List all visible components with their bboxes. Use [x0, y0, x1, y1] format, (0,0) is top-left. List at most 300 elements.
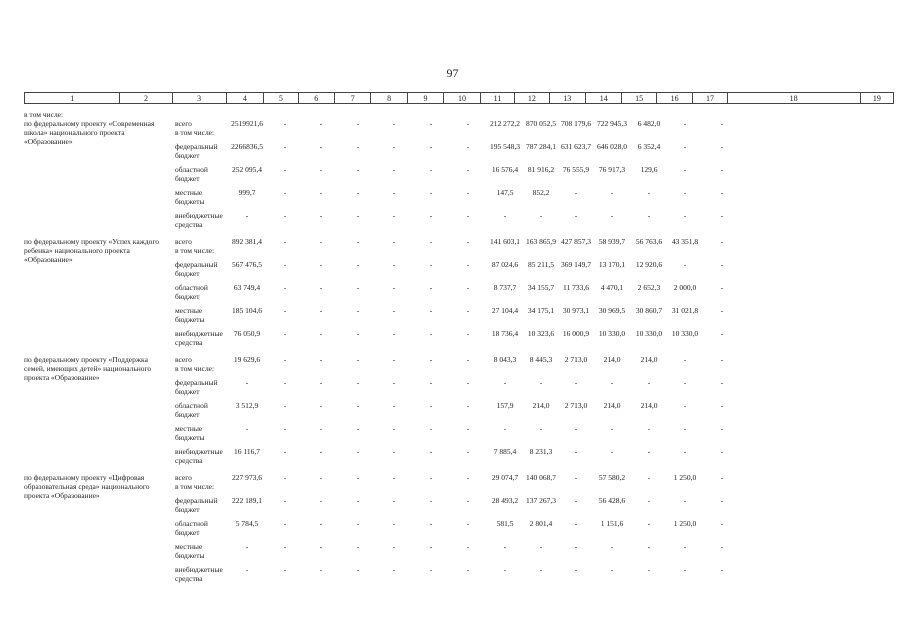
column-number: 7	[335, 93, 371, 103]
table-cell: -	[429, 119, 433, 128]
table-cell: -	[466, 378, 470, 387]
table-cell: 28 493,2	[491, 496, 519, 505]
table-cell: -	[319, 447, 323, 456]
table-cell: -	[466, 142, 470, 151]
table-cell: -	[683, 565, 687, 574]
table-cell: -	[466, 496, 470, 505]
table-cell: -	[283, 306, 287, 315]
funding-source-label	[175, 143, 231, 161]
funding-source-label	[175, 497, 231, 515]
table-cell: -	[539, 542, 543, 551]
table-cell: 1 250,0	[673, 473, 697, 482]
column-number: 5	[264, 93, 298, 103]
table-cell: 722 945,3	[597, 119, 627, 128]
table-cell: -	[283, 355, 287, 364]
table-cell: 8 043,3	[493, 355, 517, 364]
table-cell: -	[429, 519, 433, 528]
table-cell: 2519921,6	[231, 119, 263, 128]
funding-source-name: областной бюджет	[175, 519, 208, 537]
funding-source-label	[175, 307, 231, 325]
table-cell: 29 074,7	[491, 473, 519, 482]
table-cell: -	[610, 565, 614, 574]
funding-source-name: всего	[175, 355, 192, 364]
table-cell: -	[720, 283, 724, 292]
table-cell: -	[720, 188, 724, 197]
table-cell: 13 170,1	[598, 260, 626, 269]
table-cell: 140 068,7	[526, 473, 556, 482]
funding-source-label	[175, 330, 231, 348]
funding-source-label	[175, 425, 231, 443]
table-cell: 631 623,7	[561, 142, 591, 151]
table-cell: 10 330,0	[598, 329, 626, 338]
table-cell: -	[319, 542, 323, 551]
table-cell: -	[683, 188, 687, 197]
table-cell: -	[356, 401, 360, 410]
table-cell: 185 104,6	[232, 306, 262, 315]
table-cell: -	[720, 211, 724, 220]
table-cell: 852,2	[532, 188, 550, 197]
table-cell: -	[683, 447, 687, 456]
table-cell: 16 576,4	[491, 165, 519, 174]
table-cell: -	[319, 237, 323, 246]
table-cell: -	[429, 401, 433, 410]
funding-source-name: местные бюджеты	[175, 188, 205, 206]
table-cell: 11 733,6	[563, 283, 589, 292]
table-cell: 195 548,3	[490, 142, 520, 151]
table-cell: -	[356, 211, 360, 220]
table-cell: 2 652,3	[637, 283, 661, 292]
project-section	[24, 238, 892, 356]
project-section	[24, 120, 892, 238]
table-cell: -	[356, 119, 360, 128]
funding-source-label	[175, 379, 231, 397]
table-cell: 214,0	[640, 401, 658, 410]
table-cell: -	[245, 565, 249, 574]
table-cell: -	[720, 260, 724, 269]
column-number: 2	[120, 93, 172, 103]
table-cell: 16 000,9	[562, 329, 590, 338]
table-cell: -	[683, 496, 687, 505]
funding-source-name: областной бюджет	[175, 165, 208, 183]
project-title: по федеральному проекту «Успех каждого ребенка» национального проекта «Образование»	[24, 237, 160, 264]
funding-source-label	[175, 402, 231, 420]
table-cell: -	[683, 401, 687, 410]
table-cell: 87 024,6	[491, 260, 519, 269]
table-cell: -	[610, 542, 614, 551]
table-cell: -	[683, 142, 687, 151]
table-cell: 76 917,3	[598, 165, 626, 174]
table-cell: -	[503, 542, 507, 551]
table-cell: -	[610, 447, 614, 456]
table-cell: -	[356, 260, 360, 269]
table-cell: -	[720, 401, 724, 410]
table-cell: -	[319, 119, 323, 128]
table-cell: -	[319, 565, 323, 574]
table-cell: -	[356, 355, 360, 364]
table-cell: -	[466, 542, 470, 551]
table-cell: 163 865,9	[526, 237, 556, 246]
table-cell: -	[319, 401, 323, 410]
table-cell: -	[720, 378, 724, 387]
table-cell: -	[392, 260, 396, 269]
table-cell: -	[720, 119, 724, 128]
funding-source-name: федеральный бюджет	[175, 378, 218, 396]
table-cell: -	[466, 355, 470, 364]
table-cell: -	[356, 542, 360, 551]
including-label: в том числе:	[175, 363, 215, 373]
table-cell: 6 482,0	[637, 119, 661, 128]
table-cell: -	[245, 424, 249, 433]
table-cell: -	[720, 447, 724, 456]
table-cell: 27 104,4	[491, 306, 519, 315]
table-cell: -	[429, 165, 433, 174]
table-cell: -	[574, 565, 578, 574]
table-cell: 567 476,5	[232, 260, 262, 269]
table-cell: -	[356, 237, 360, 246]
table-cell: 2 801,4	[529, 519, 553, 528]
table-cell: -	[356, 378, 360, 387]
table-cell: 2 713,0	[564, 355, 588, 364]
table-cell: -	[392, 237, 396, 246]
table-cell: 4 470,1	[600, 283, 624, 292]
table-cell: -	[283, 447, 287, 456]
funding-source-name: федеральный бюджет	[175, 496, 218, 514]
table-cell: -	[319, 378, 323, 387]
table-cell: -	[429, 496, 433, 505]
table-cell: -	[319, 329, 323, 338]
table-cell: -	[720, 542, 724, 551]
table-cell: 10 323,6	[527, 329, 555, 338]
table-cell: 30 973,1	[562, 306, 590, 315]
table-cell: -	[683, 424, 687, 433]
table-cell: 157,9	[496, 401, 514, 410]
preface-text: в том числе:	[24, 110, 64, 119]
funding-source-label	[175, 212, 231, 230]
table-cell: -	[466, 306, 470, 315]
table-cell: 708 179,6	[561, 119, 591, 128]
table-cell: -	[283, 565, 287, 574]
table-cell: -	[683, 211, 687, 220]
table-cell: -	[392, 119, 396, 128]
table-cell: 76 050,9	[233, 329, 261, 338]
table-cell: -	[574, 188, 578, 197]
table-cell: -	[319, 260, 323, 269]
table-cell: 2 713,0	[564, 401, 588, 410]
table-cell: 63 749,4	[233, 283, 261, 292]
funding-source-name: внебюджетные средства	[175, 211, 223, 229]
table-cell: -	[392, 355, 396, 364]
table-cell: 6 352,4	[637, 142, 661, 151]
table-cell: -	[720, 142, 724, 151]
table-cell: -	[466, 119, 470, 128]
table-cell: -	[574, 211, 578, 220]
table-cell: 646 028,0	[597, 142, 627, 151]
table-cell: 214,0	[640, 355, 658, 364]
column-number: 12	[515, 93, 549, 103]
table-cell: -	[720, 424, 724, 433]
table-cell: -	[647, 542, 651, 551]
table-cell: -	[392, 283, 396, 292]
table-cell: 30 860,7	[635, 306, 663, 315]
funding-source-name: местные бюджеты	[175, 542, 205, 560]
table-cell: -	[683, 119, 687, 128]
table-cell: -	[319, 496, 323, 505]
table-cell: -	[392, 496, 396, 505]
funding-source-name: всего	[175, 473, 192, 482]
table-cell: 43 351,8	[671, 237, 699, 246]
table-cell: -	[392, 401, 396, 410]
table-cell: 56 763,6	[635, 237, 663, 246]
table-cell: -	[245, 211, 249, 220]
column-number: 19	[872, 93, 881, 103]
table-cell: 10 330,0	[671, 329, 699, 338]
table-cell: -	[319, 424, 323, 433]
funding-source-name: внебюджетные средства	[175, 447, 223, 465]
column-number: 10	[444, 93, 480, 103]
table-cell: -	[610, 424, 614, 433]
table-cell: -	[356, 283, 360, 292]
table-cell: -	[356, 424, 360, 433]
table-cell: -	[356, 565, 360, 574]
table-cell: 8 737,7	[493, 283, 517, 292]
table-cell: -	[466, 188, 470, 197]
table-cell: -	[466, 401, 470, 410]
table-cell: -	[392, 447, 396, 456]
table-cell: -	[539, 378, 543, 387]
table-cell: -	[429, 211, 433, 220]
table-cell: -	[392, 142, 396, 151]
funding-source-label	[175, 356, 231, 374]
project-title: по федеральному проекту «Цифровая образовательная среда» национального проекта «Образование»	[24, 473, 150, 500]
table-cell: -	[429, 237, 433, 246]
funding-source-name: внебюджетные средства	[175, 329, 223, 347]
table-cell: -	[466, 329, 470, 338]
table-cell: 81 916,2	[527, 165, 555, 174]
funding-source-label	[175, 238, 231, 256]
table-cell: 369 149,7	[561, 260, 591, 269]
column-number: 3	[173, 93, 227, 103]
table-cell: -	[720, 306, 724, 315]
table-cell: -	[647, 211, 651, 220]
funding-source-name: всего	[175, 237, 192, 246]
table-cell: -	[356, 473, 360, 482]
table-cell: 8 445,3	[529, 355, 553, 364]
table-cell: -	[429, 378, 433, 387]
project-title: по федеральному проекту «Современная школа» национального проекта «Образование»	[24, 119, 155, 146]
table-cell: -	[283, 119, 287, 128]
table-cell: 30 969,5	[598, 306, 626, 315]
table-cell: -	[392, 378, 396, 387]
table-cell: -	[429, 142, 433, 151]
column-number: 14	[586, 93, 622, 103]
table-cell: -	[283, 188, 287, 197]
table-cell: -	[720, 473, 724, 482]
table-cell: -	[392, 329, 396, 338]
table-cell: -	[720, 565, 724, 574]
table-cell: -	[283, 496, 287, 505]
funding-source-label	[175, 566, 231, 584]
table-cell: -	[319, 142, 323, 151]
table-cell: -	[392, 565, 396, 574]
funding-source-label	[175, 474, 231, 492]
table-cell: -	[466, 424, 470, 433]
table-cell: -	[466, 565, 470, 574]
column-number: 6	[299, 93, 335, 103]
funding-source-label	[175, 261, 231, 279]
column-number: 15	[622, 93, 656, 103]
table-cell: 999,7	[238, 188, 256, 197]
table-cell: -	[610, 211, 614, 220]
table-cell: 3 512,9	[235, 401, 259, 410]
table-cell: -	[683, 378, 687, 387]
table-cell: -	[466, 260, 470, 269]
funding-source-name: местные бюджеты	[175, 424, 205, 442]
table-cell: 214,0	[603, 355, 621, 364]
table-cell: -	[319, 211, 323, 220]
table-cell: -	[319, 473, 323, 482]
table-cell: 18 736,4	[491, 329, 519, 338]
table-cell: -	[610, 188, 614, 197]
table-cell: -	[356, 306, 360, 315]
table-cell: 212 272,2	[490, 119, 520, 128]
funding-source-label	[175, 448, 231, 466]
table-cell: -	[720, 237, 724, 246]
table-cell: 214,0	[603, 401, 621, 410]
table-cell: 16 116,7	[234, 447, 260, 456]
table-cell: 7 885,4	[493, 447, 517, 456]
including-label: в том числе:	[175, 245, 215, 255]
table-cell: 8 231,3	[529, 447, 553, 456]
table-cell: 427 857,3	[561, 237, 591, 246]
table-cell: 870 052,5	[526, 119, 556, 128]
table-cell: 141 603,1	[490, 237, 520, 246]
table-cell: -	[647, 519, 651, 528]
table-cell: 787 284,1	[526, 142, 556, 151]
table-cell: -	[319, 355, 323, 364]
table-cell: -	[283, 142, 287, 151]
table-cell: -	[429, 306, 433, 315]
column-number: 13	[550, 93, 586, 103]
table-cell: -	[356, 496, 360, 505]
table-cell: 227 973,6	[232, 473, 262, 482]
table-cell: -	[392, 211, 396, 220]
table-cell: 5 784,5	[235, 519, 259, 528]
table-cell: -	[429, 283, 433, 292]
table-cell: -	[392, 424, 396, 433]
table-cell: -	[647, 565, 651, 574]
table-cell: -	[283, 260, 287, 269]
table-cell: -	[283, 283, 287, 292]
column-number: 8	[371, 93, 407, 103]
table-cell: 10 330,0	[635, 329, 663, 338]
table-cell: 222 189,1	[232, 496, 262, 505]
table-cell: -	[503, 565, 507, 574]
table-cell: -	[429, 565, 433, 574]
table-cell: -	[283, 378, 287, 387]
funding-source-name: всего	[175, 119, 192, 128]
table-cell: -	[720, 496, 724, 505]
table-cell: -	[283, 165, 287, 174]
table-cell: -	[283, 401, 287, 410]
table-cell: -	[466, 283, 470, 292]
table-cell: -	[503, 424, 507, 433]
table-cell: -	[283, 519, 287, 528]
table-cell: -	[392, 306, 396, 315]
table-cell: -	[574, 378, 578, 387]
funding-source-name: федеральный бюджет	[175, 142, 218, 160]
table-cell: -	[683, 355, 687, 364]
project-section	[24, 356, 892, 474]
table-cell: -	[429, 329, 433, 338]
table-cell: 129,6	[640, 165, 658, 174]
project-section	[24, 474, 892, 592]
funding-source-label	[175, 520, 231, 538]
funding-source-name: областной бюджет	[175, 283, 208, 301]
table-cell: -	[539, 424, 543, 433]
table-cell: 252 095,4	[232, 165, 262, 174]
table-cell: -	[319, 519, 323, 528]
table-cell: -	[245, 542, 249, 551]
table-cell: -	[720, 165, 724, 174]
table-cell: 34 155,7	[527, 283, 555, 292]
funding-source-name: местные бюджеты	[175, 306, 205, 324]
table-cell: 56 428,6	[598, 496, 626, 505]
table-cell: 57 580,2	[598, 473, 626, 482]
table-cell: -	[683, 260, 687, 269]
table-cell: -	[283, 473, 287, 482]
table-cell: -	[683, 165, 687, 174]
table-cell: -	[466, 237, 470, 246]
table-cell: -	[466, 473, 470, 482]
table-cell: -	[392, 473, 396, 482]
table-cell: -	[574, 496, 578, 505]
funding-source-label	[175, 284, 231, 302]
table-cell: -	[283, 329, 287, 338]
table-cell: -	[720, 329, 724, 338]
table-cell: -	[429, 473, 433, 482]
table-cell: 19 629,6	[233, 355, 261, 364]
table-cell: -	[574, 424, 578, 433]
table-cell: -	[319, 188, 323, 197]
table-cell: 1 151,6	[600, 519, 624, 528]
funding-source-label	[175, 120, 231, 138]
table-cell: -	[647, 496, 651, 505]
table-cell: 34 175,1	[527, 306, 555, 315]
table-cell: -	[429, 447, 433, 456]
table-cell: -	[392, 165, 396, 174]
column-number: 4	[227, 93, 264, 103]
table-cell: -	[466, 165, 470, 174]
table-cell: -	[245, 378, 249, 387]
table-cell: -	[720, 519, 724, 528]
table-cell: -	[539, 211, 543, 220]
table-cell: -	[392, 188, 396, 197]
funding-source-label	[175, 189, 231, 207]
table-cell: -	[539, 565, 543, 574]
column-number: 9	[408, 93, 444, 103]
table-cell: 892 381,4	[232, 237, 262, 246]
table-cell: -	[356, 142, 360, 151]
table-cell: -	[356, 447, 360, 456]
table-cell: -	[574, 519, 578, 528]
table-cell: -	[574, 447, 578, 456]
column-number: 16	[657, 93, 693, 103]
table-cell: 58 939,7	[598, 237, 626, 246]
table-cell: -	[283, 542, 287, 551]
table-cell: -	[356, 519, 360, 528]
funding-source-name: областной бюджет	[175, 401, 208, 419]
column-number-header	[24, 92, 894, 104]
